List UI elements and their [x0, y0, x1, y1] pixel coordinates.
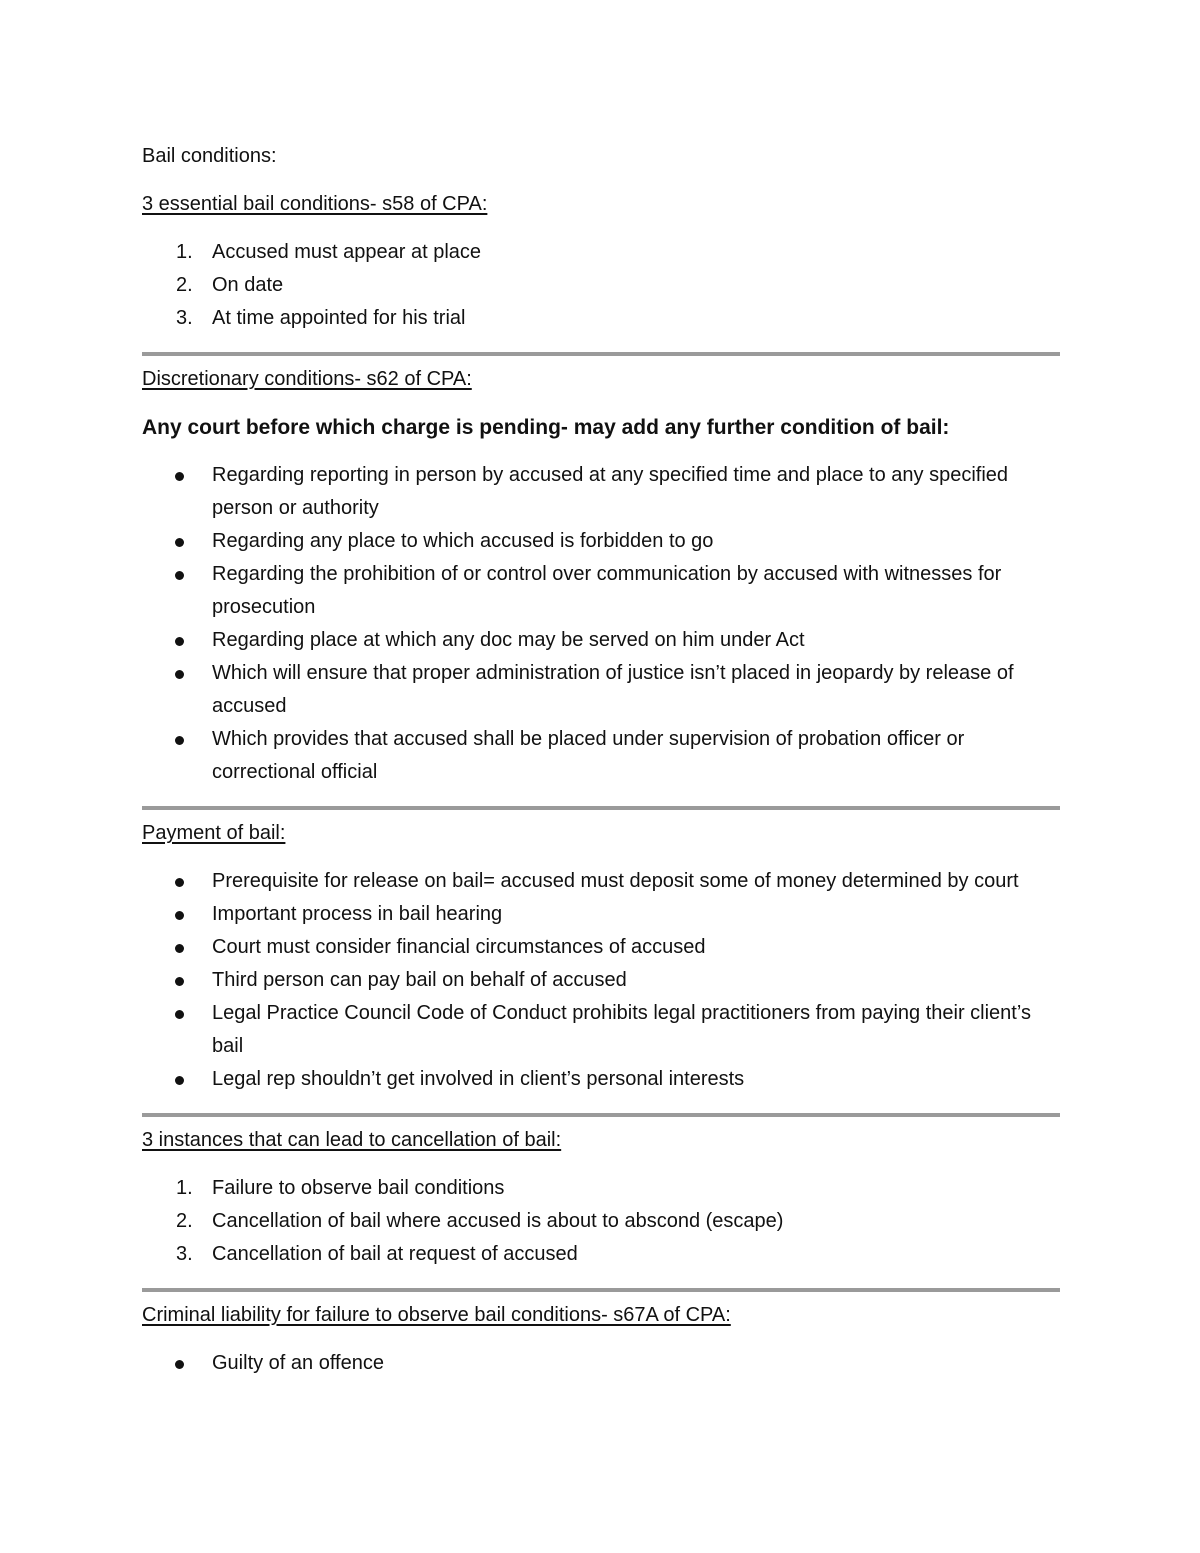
liability-list	[142, 1347, 1060, 1380]
bullet-icon	[175, 472, 184, 481]
list-item	[142, 302, 1060, 335]
list-item-text: Regarding the prohibition of or control over communication by accused with witnesses for prosecution	[212, 563, 1002, 618]
discretionary-conditions-list	[142, 459, 1060, 789]
document-title: Bail conditions:	[142, 145, 277, 167]
cancellation-list	[142, 1172, 1060, 1271]
list-item-text: On date	[212, 274, 284, 296]
bullet-icon	[175, 1076, 184, 1085]
section-divider	[142, 352, 1060, 356]
list-item	[142, 624, 1060, 657]
list-item-text: Legal rep shouldn’t get involved in client’s personal interests	[212, 1068, 745, 1090]
payment-section	[142, 817, 1060, 1096]
list-item-text: At time appointed for his trial	[212, 307, 466, 329]
document-content	[142, 140, 1060, 1380]
list-number: 2.	[176, 274, 193, 296]
list-item-text: Legal Practice Council Code of Conduct prohibits legal practitioners from paying their client’s bail	[212, 1002, 1031, 1057]
list-number: 3.	[176, 1243, 193, 1265]
list-item	[142, 997, 1060, 1063]
essential-conditions-heading: 3 essential bail conditions- s58 of CPA:	[142, 193, 488, 215]
discretionary-conditions-section	[142, 363, 1060, 789]
list-item	[142, 1063, 1060, 1096]
list-item	[142, 459, 1060, 525]
liability-heading: Criminal liability for failure to observe bail conditions- s67A of CPA:	[142, 1304, 731, 1326]
section-divider	[142, 806, 1060, 810]
list-item-text: Regarding any place to which accused is forbidden to go	[212, 530, 714, 552]
discretionary-lead-text: Any court before which charge is pending- may add any further condition of bail:	[142, 416, 950, 439]
list-item-text: Important process in bail hearing	[212, 903, 503, 925]
list-item	[142, 964, 1060, 997]
bullet-icon	[175, 878, 184, 887]
list-item	[142, 657, 1060, 723]
list-item-text: Court must consider financial circumstances of accused	[212, 936, 706, 958]
list-item	[142, 931, 1060, 964]
bullet-icon	[175, 538, 184, 547]
list-number: 1.	[176, 241, 193, 263]
list-item	[142, 898, 1060, 931]
list-item	[142, 236, 1060, 269]
list-item	[142, 269, 1060, 302]
essential-conditions-list	[142, 236, 1060, 335]
list-item	[142, 1238, 1060, 1271]
list-item-text: Cancellation of bail where accused is about to abscond (escape)	[212, 1210, 784, 1232]
list-item-text: Prerequisite for release on bail= accused must deposit some of money determined by court	[212, 870, 1019, 892]
payment-heading: Payment of bail:	[142, 822, 286, 844]
list-item	[142, 1205, 1060, 1238]
bullet-icon	[175, 571, 184, 580]
list-item	[142, 1172, 1060, 1205]
bullet-icon	[175, 1010, 184, 1019]
list-item	[142, 1347, 1060, 1380]
list-item	[142, 865, 1060, 898]
bullet-icon	[175, 977, 184, 986]
list-number: 3.	[176, 307, 193, 329]
liability-section	[142, 1299, 1060, 1380]
section-divider	[142, 1288, 1060, 1292]
list-item-text: Which provides that accused shall be placed under supervision of probation officer or correctional official	[212, 728, 965, 783]
bullet-icon	[175, 911, 184, 920]
list-item	[142, 558, 1060, 624]
bullet-icon	[175, 670, 184, 679]
list-item-text: Regarding place at which any doc may be served on him under Act	[212, 629, 805, 651]
list-number: 1.	[176, 1177, 193, 1199]
list-item-text: Accused must appear at place	[212, 241, 482, 263]
section-divider	[142, 1113, 1060, 1117]
list-item-text: Third person can pay bail on behalf of accused	[212, 969, 627, 991]
list-item-text: Failure to observe bail conditions	[212, 1177, 505, 1199]
essential-conditions-section	[142, 188, 1060, 335]
list-item	[142, 525, 1060, 558]
cancellation-heading: 3 instances that can lead to cancellation of bail:	[142, 1129, 562, 1151]
bullet-icon	[175, 637, 184, 646]
bullet-icon	[175, 736, 184, 745]
bullet-icon	[175, 1360, 184, 1369]
list-number: 2.	[176, 1210, 193, 1232]
discretionary-conditions-heading: Discretionary conditions- s62 of CPA:	[142, 368, 472, 390]
list-item-text: Guilty of an offence	[212, 1352, 384, 1374]
list-item	[142, 723, 1060, 789]
list-item-text: Which will ensure that proper administration of justice isn’t placed in jeopardy by release of accused	[212, 662, 1014, 717]
list-item-text: Cancellation of bail at request of accused	[212, 1243, 578, 1265]
payment-list	[142, 865, 1060, 1096]
list-item-text: Regarding reporting in person by accused at any specified time and place to any specified person or authority	[212, 464, 1009, 519]
cancellation-section	[142, 1124, 1060, 1271]
bullet-icon	[175, 944, 184, 953]
